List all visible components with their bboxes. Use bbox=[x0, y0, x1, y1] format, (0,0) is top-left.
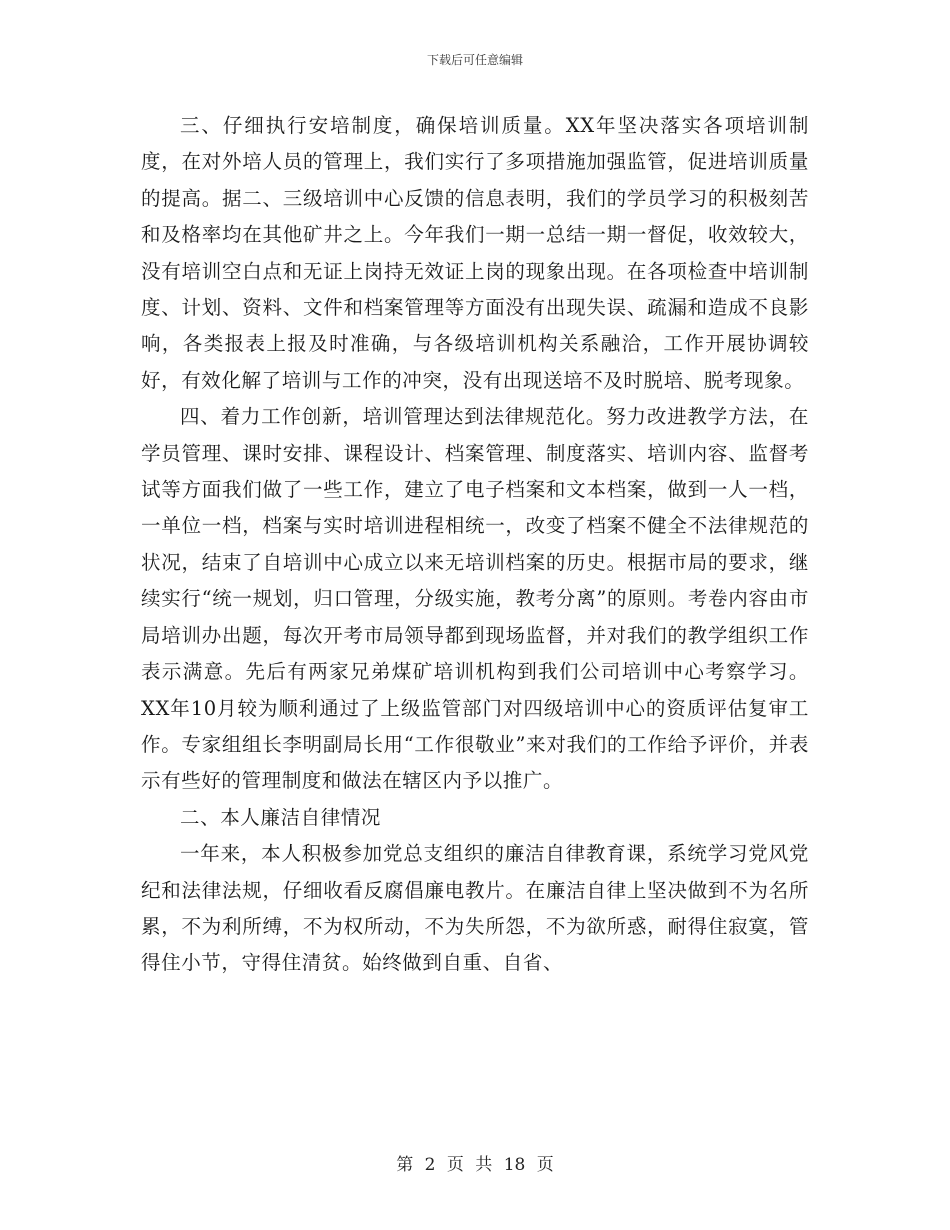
paragraph-self-discipline: 一年来，本人积极参加党总支组织的廉洁自律教育课，系统学习党风党纪和法律法规，仔细收看反腐倡廉电教片。在廉洁自律上坚决做到不为名所累，不为利所缚，不为权所动，不为失所怨，不为欲所惑，耐得住寂寞，管得住小节，守得住清贫。始终做到自重、自省、 bbox=[141, 842, 809, 975]
page-header: 下载后可任意编辑 bbox=[426, 53, 523, 67]
paragraph-training-quality: 三、仔细执行安培制度，确保培训质量。XX年坚决落实各项培训制度，在对外培人员的管理上，我们实行了多项措施加强监管，促进培训质量的提高。据二、三级培训中心反馈的信息表明，我们的学员学习的积极刻苦和及格率均在其他矿井之上。今年我们一期一总结一期一督促，收效较大，没有培训空白点和无证上岗持无效证上岗的现象出现。在各项检查中培训制度、计划、资料、文件和档案管理等方面没有出现失误、疏漏和造成不良影响，各类报表上报及时准确，与各级培训机构关系融洽，工作开展协调较好，有效化解了培训与工作的冲突，没有出现送培不及时脱培、脱考现象。 bbox=[141, 114, 809, 392]
document-body bbox=[141, 108, 809, 982]
section-heading-self-discipline: 二、本人廉洁自律情况 bbox=[180, 805, 382, 829]
paragraph-innovation: 四、着力工作创新，培训管理达到法律规范化。努力改进教学方法，在学员管理、课时安排、课程设计、档案管理、制度落实、培训内容、监督考试等方面我们做了一些工作，建立了电子档案和文本档案，做到一人一档，一单位一档，档案与实时培训进程相统一，改变了档案不健全不法律规范的状况，结束了自培训中心成立以来无培训档案的历史。根据市局的要求，继续实行“统一规划，归口管理，分级实施，教考分离”的原则。考卷内容由市局培训办出题，每次开考市局领导都到现场监督，并对我们的教学组织工作表示满意。先后有两家兄弟煤矿培训机构到我们公司培训中心考察学习。XX年10月较为顺利通过了上级监管部门对四级培训中心的资质评估复审工作。专家组组长李明副局长用“工作很敬业”来对我们的工作给予评价，并表示有些好的管理制度和做法在辖区内予以推广。 bbox=[141, 405, 809, 793]
page-number-footer: 第 2 页 共 18 页 bbox=[396, 1155, 554, 1175]
